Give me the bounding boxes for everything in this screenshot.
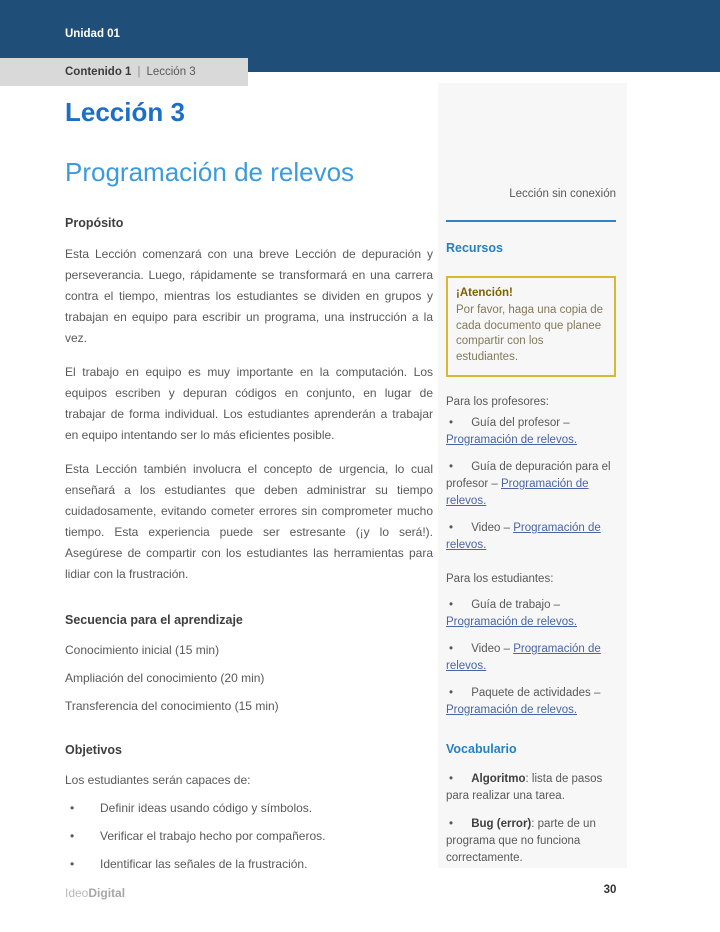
teachers-heading: Para los profesores: [446, 396, 549, 408]
resource-link[interactable]: Programación de relevos. [446, 616, 578, 628]
breadcrumb-content: Contenido 1 [65, 66, 132, 78]
sidebar-divider [446, 220, 616, 222]
resource-label: Guía del profesor – [471, 417, 570, 429]
vocab-term: Bug (error) [471, 818, 532, 830]
lesson-number-heading: Lección 3 [65, 97, 185, 127]
breadcrumb-separator: | [137, 66, 141, 78]
vocab-item [446, 771, 616, 805]
objective-item: • Identificar las señales de la frustración. [65, 856, 433, 873]
resource-label: Paquete de actividades – [471, 687, 601, 699]
objectives-heading: Objetivos [65, 743, 122, 757]
resource-item [446, 459, 616, 510]
breadcrumb [0, 58, 248, 86]
resource-link[interactable]: Programación de relevos. [446, 434, 578, 446]
resource-item [446, 685, 616, 719]
resources-heading: Recursos [446, 241, 503, 255]
resource-link[interactable]: Programación de relevos. [446, 522, 601, 551]
resource-label: Video – [471, 643, 514, 655]
purpose-paragraph: Esta Lección comenzará con una breve Lección de depuración y perseverancia. Luego, rápidamente se transformará en una carrera contra el tiempo, mientras los estudiantes se dividen en grupos y trabajan en equipo para escribir un programa, una instrucción a la vez. [65, 247, 433, 345]
vocabulary-heading: Vocabulario [446, 742, 517, 756]
resource-item [446, 641, 616, 675]
resource-label: Guía de depuración para el profesor – [446, 461, 611, 490]
sequence-item: Conocimiento inicial (15 min) [65, 643, 220, 657]
page-number: 30 [603, 884, 617, 896]
students-heading: Para los estudiantes: [446, 573, 554, 585]
resource-item [446, 597, 616, 631]
resource-link[interactable]: Programación de relevos. [446, 478, 589, 507]
sidebar-panel [438, 83, 627, 868]
objectives-intro: Los estudiantes serán capaces de: [65, 773, 251, 787]
purpose-paragraph: Esta Lección también involucra el concepto de urgencia, lo cual enseñará a los estudiantes que deben administrar su tiempo cuidadosamente, evitando cometer errores sin comprometer mucho tiempo. Esta experiencia puede ser estresante (¡y lo será!). Asegúrese de compartir con los estudiantes las herramientas para lidiar con la frustración. [65, 462, 433, 581]
resource-label: Video – [471, 522, 514, 534]
purpose-heading: Propósito [65, 216, 124, 230]
sequence-item: Transferencia del conocimiento (15 min) [65, 699, 279, 713]
objective-item: • Definir ideas usando código y símbolos. [65, 800, 433, 817]
attention-box [446, 276, 616, 377]
resource-link[interactable]: Programación de relevos. [446, 643, 601, 672]
footer-brand [65, 886, 125, 900]
page-title: Programación de relevos [65, 157, 355, 187]
vocab-item [446, 816, 616, 867]
vocab-definition: : parte de un programa que no funciona correctamente. [446, 818, 596, 864]
resource-label: Guía de trabajo – [471, 599, 561, 611]
vocab-term: Algoritmo [471, 773, 526, 785]
sequence-item: Ampliación del conocimiento (20 min) [65, 671, 265, 685]
unit-label: Unidad 01 [65, 28, 120, 40]
resource-link[interactable]: Programación de relevos. [446, 704, 578, 716]
offline-mode-label: Lección sin conexión [509, 188, 616, 200]
main-content [65, 97, 433, 873]
footer-brand-bold: Digital [88, 886, 126, 900]
resource-item [446, 520, 616, 554]
purpose-paragraph: El trabajo en equipo es muy importante en la computación. Los equipos escriben y depuran códigos en conjunto, en lugar de trabajar de forma individual. Los estudiantes aprenderán a trabajar en equipo intentando ser lo más eficientes posible. [65, 365, 433, 442]
vocab-definition: : lista de pasos para realizar una tarea. [446, 773, 603, 802]
resource-item [446, 415, 616, 449]
footer-brand-regular: Ideo [65, 886, 89, 900]
breadcrumb-lesson: Lección 3 [146, 66, 196, 78]
sequence-heading: Secuencia para el aprendizaje [65, 613, 243, 627]
objective-item: • Verificar el trabajo hecho por compañeros. [65, 828, 433, 845]
attention-body: Por favor, haga una copia de cada documento que planee compartir con los estudiantes. [456, 304, 604, 363]
attention-title: ¡Atención! [456, 287, 513, 299]
